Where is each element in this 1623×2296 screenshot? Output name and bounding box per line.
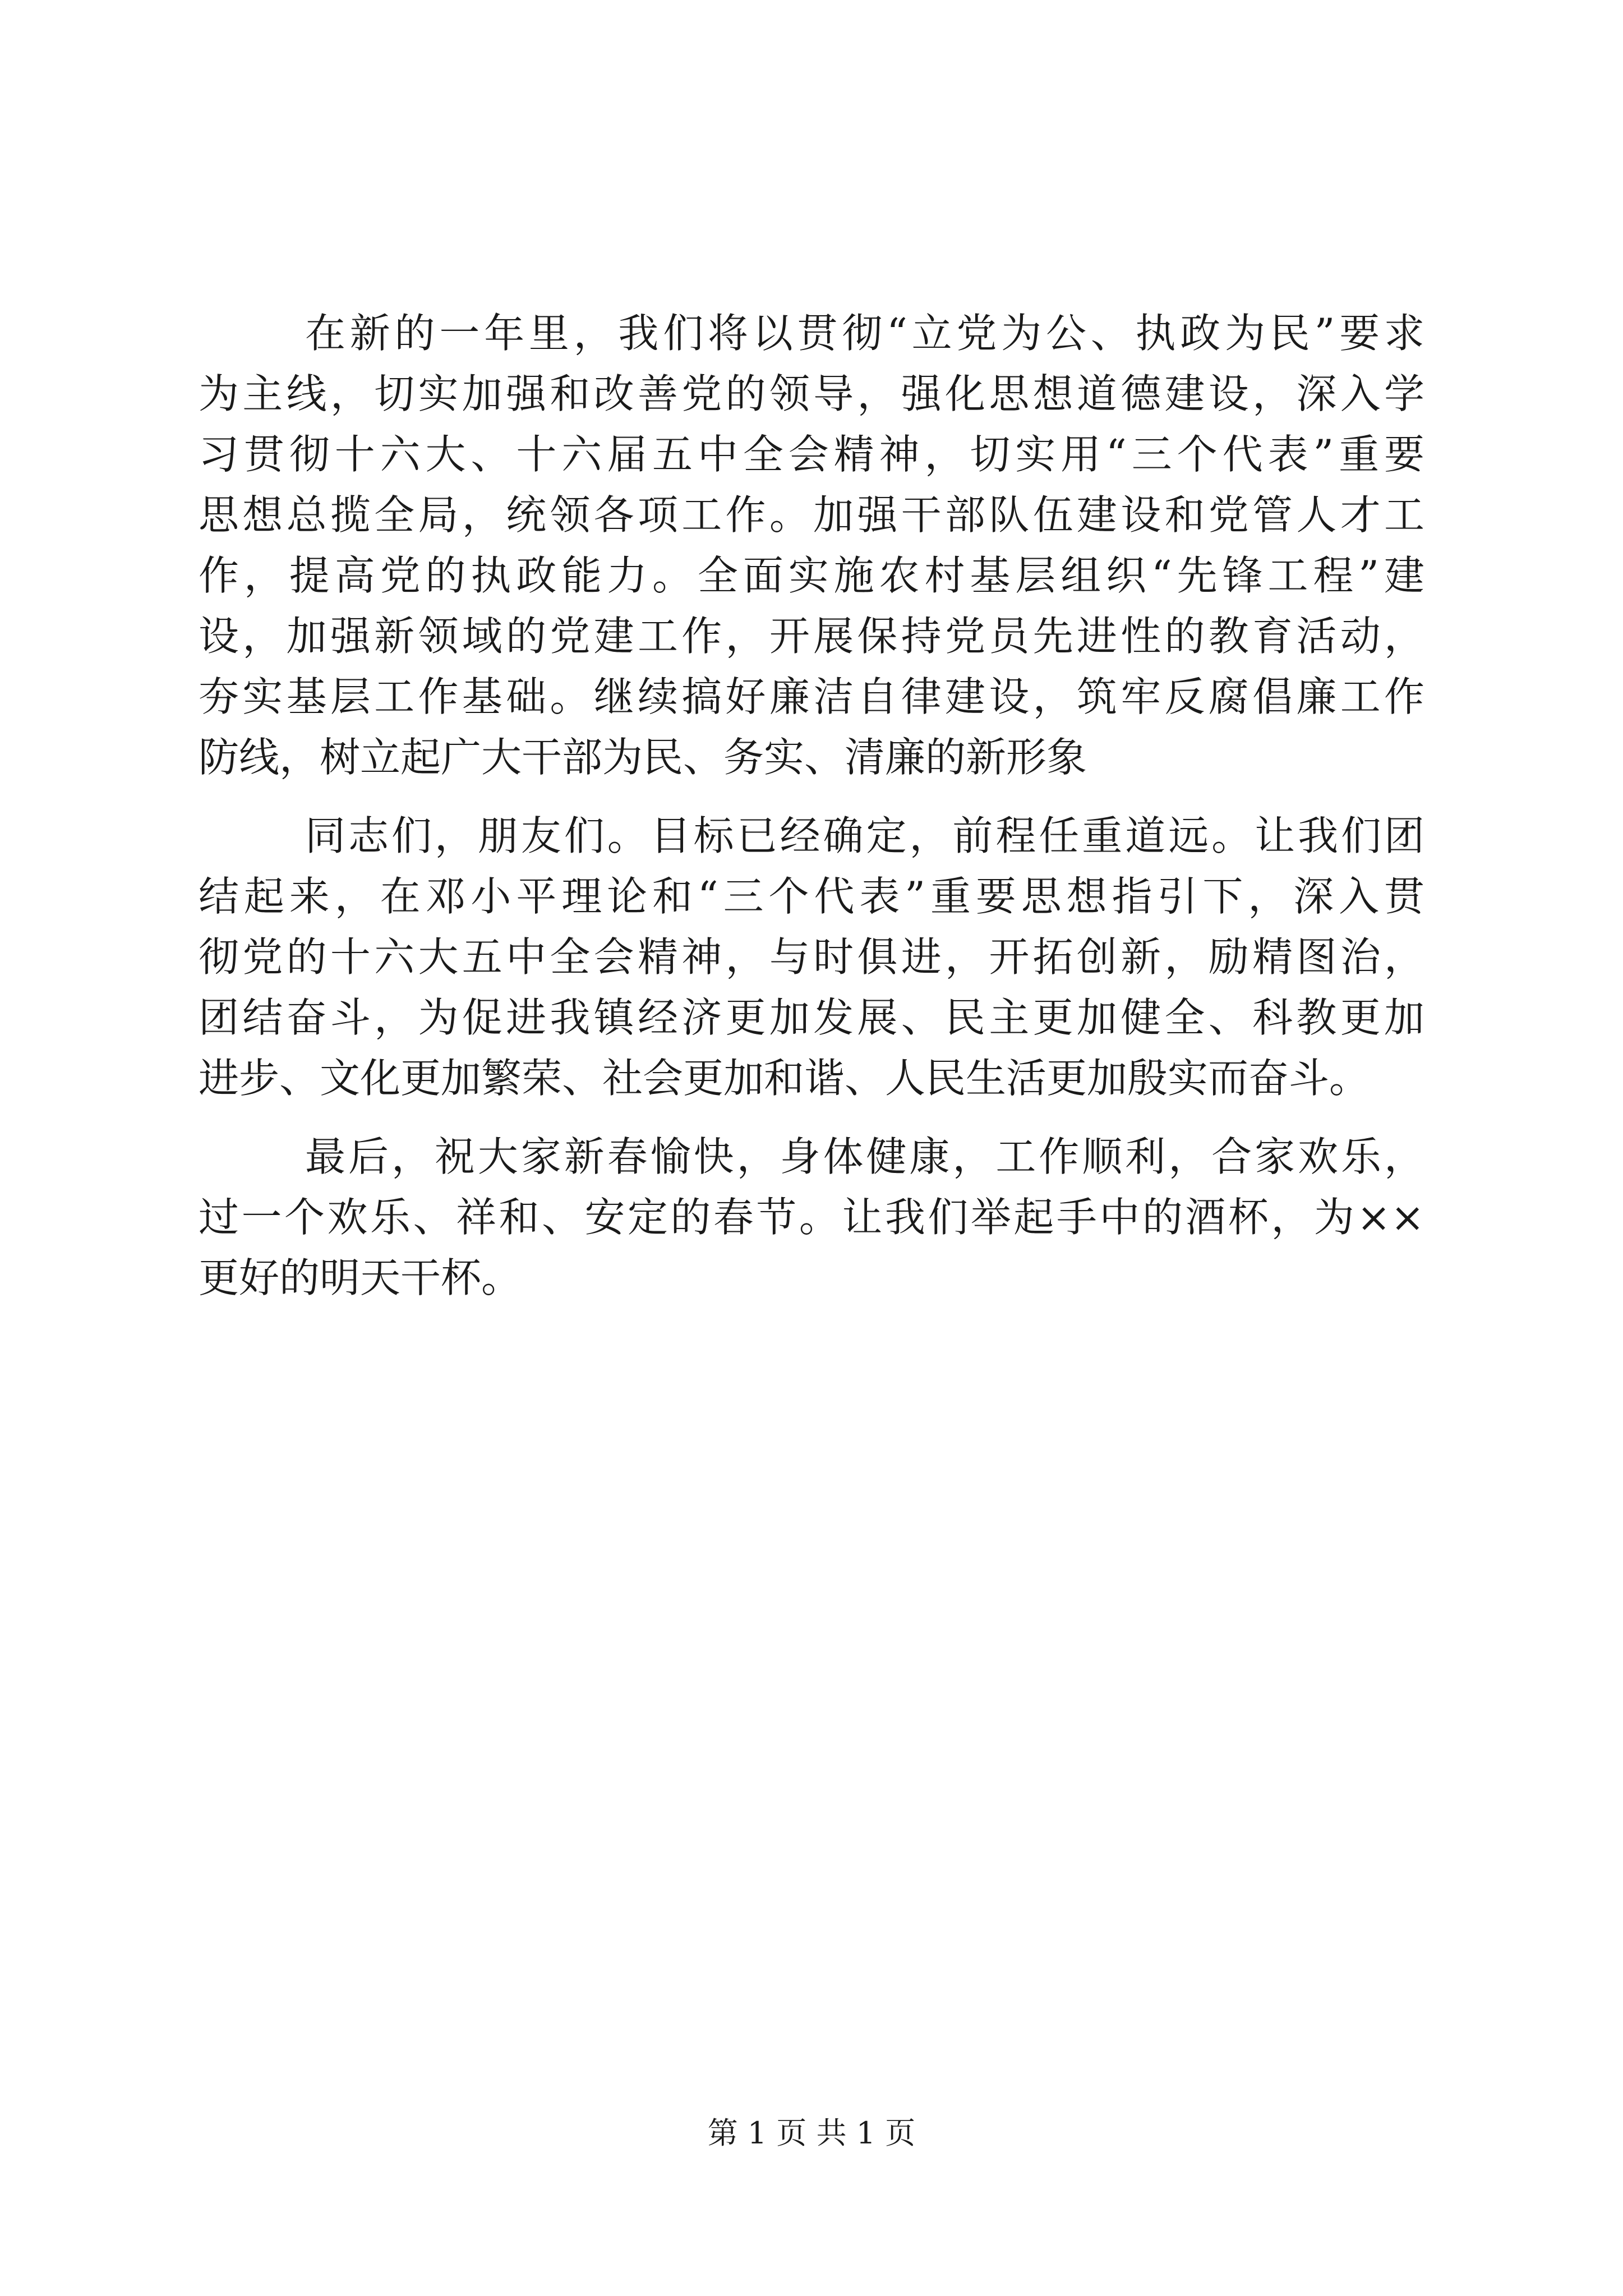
paragraph-line: 夯实基层工作基础。继续搞好廉洁自律建设，筑牢反腐倡廉工作 <box>199 673 1424 720</box>
paragraph-1 <box>199 303 1424 788</box>
paragraph-line: 过一个欢乐、祥和、安定的春节。让我们举起手中的酒杯，为×× <box>199 1194 1424 1241</box>
page-number-footer: 第 1 页 共 1 页 <box>707 2115 916 2151</box>
paragraph-line: 团结奋斗，为促进我镇经济更加发展、民主更加健全、科教更加 <box>199 994 1424 1041</box>
paragraph-line: 在新的一年里，我们将以贯彻“立党为公、执政为民”要求 <box>305 310 1424 357</box>
document-body <box>199 303 1424 1308</box>
paragraph-line: 防线，树立起广大干部为民、务实、清廉的新形象 <box>199 734 1087 781</box>
paragraph-line: 习贯彻十六大、十六届五中全会精神，切实用“三个代表”重要 <box>199 431 1424 478</box>
paragraph-line: 最后，祝大家新春愉快，身体健康，工作顺利，合家欢乐， <box>305 1133 1424 1180</box>
paragraph-line: 同志们，朋友们。目标已经确定，前程任重道远。让我们团 <box>305 812 1424 859</box>
paragraph-line: 作，提高党的执政能力。全面实施农村基层组织“先锋工程”建 <box>199 552 1424 599</box>
paragraph-3 <box>199 1126 1424 1308</box>
paragraph-line: 进步、文化更加繁荣、社会更加和谐、人民生活更加殷实而奋斗。 <box>199 1055 1370 1102</box>
paragraph-line: 结起来，在邓小平理论和“三个代表”重要思想指引下，深入贯 <box>199 873 1424 920</box>
paragraph-line: 更好的明天干杯。 <box>199 1254 522 1301</box>
paragraph-line: 彻党的十六大五中全会精神，与时俱进，开拓创新，励精图治， <box>199 933 1424 981</box>
paragraph-line: 设，加强新领域的党建工作，开展保持党员先进性的教育活动， <box>199 613 1424 660</box>
paragraph-line: 思想总揽全局，统领各项工作。加强干部队伍建设和党管人才工 <box>199 491 1424 539</box>
paragraph-line: 为主线，切实加强和改善党的领导，强化思想道德建设，深入学 <box>199 370 1424 417</box>
paragraph-2 <box>199 806 1424 1108</box>
